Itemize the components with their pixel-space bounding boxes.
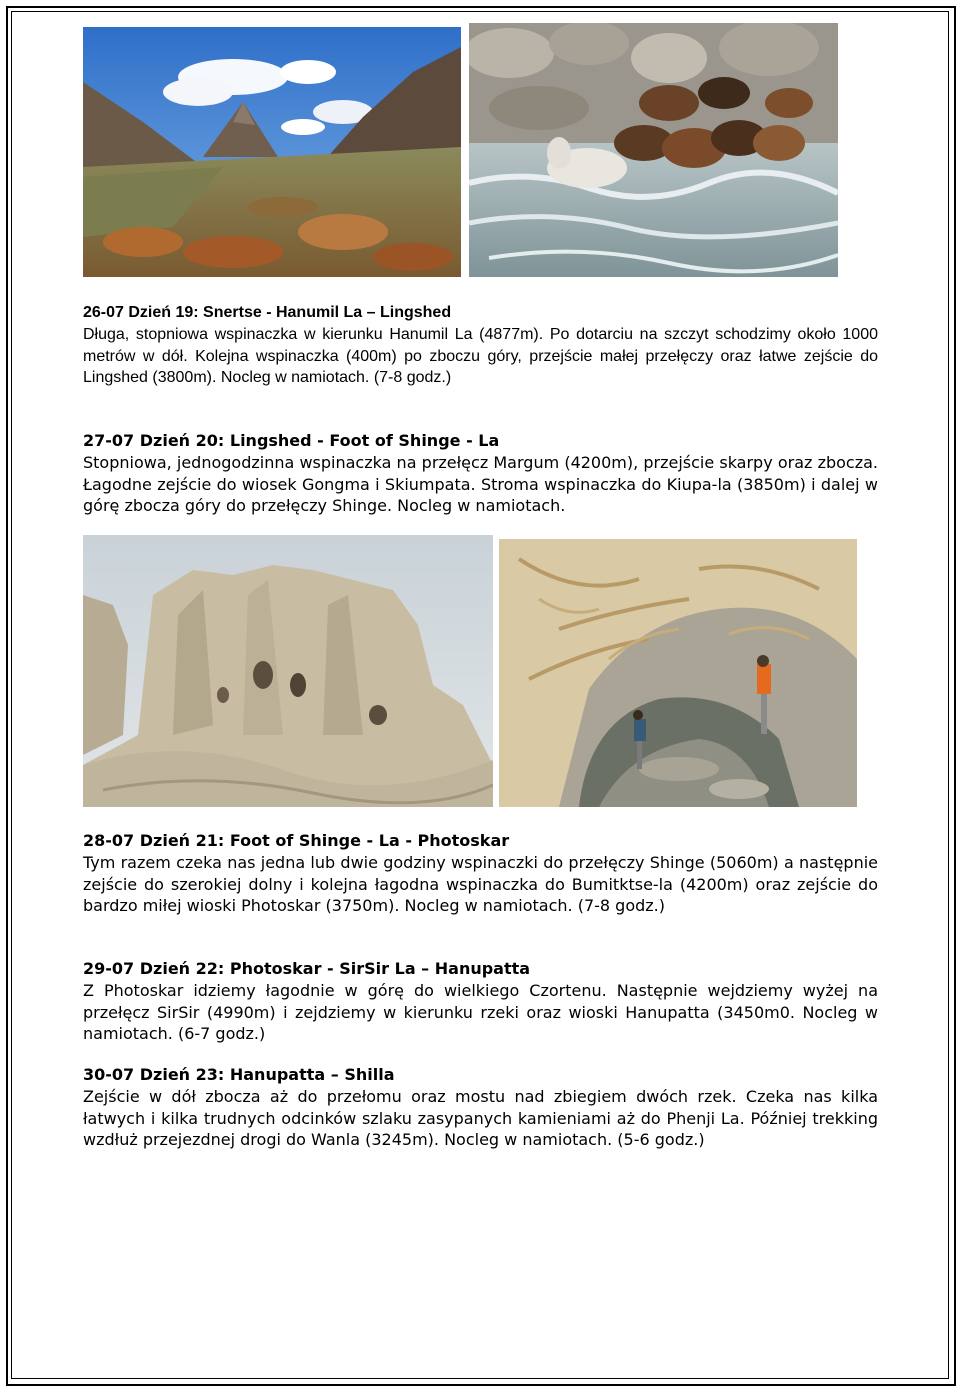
day-heading: 30-07 Dzień 23: Hanupatta – Shilla (83, 1065, 395, 1084)
day-description: Stopniowa, jednogodzinna wspinaczka na przełęcz Margum (4200m), przejście skarpy oraz zbocza. Łagodne zejście do wiosek Gongma i Skiumpata. Stroma wspinaczka do Kiupa-la (3850m) i dalej w górę zbocza góry do przełęczy Shinge. Nocleg w namiotach. (83, 453, 878, 516)
eroded-rock-formation-photo (83, 535, 493, 807)
mountain-valley-photo (83, 27, 461, 277)
day-21-section (83, 830, 878, 917)
horses-crossing-river-photo (469, 23, 838, 277)
day-heading: 28-07 Dzień 21: Foot of Shinge - La - Photoskar (83, 831, 510, 850)
day-20-section (83, 430, 878, 517)
day-23-section (83, 1064, 878, 1151)
day-description: Z Photoskar idziemy łagodnie w górę do wielkiego Czortenu. Następnie wejdziemy wyżej na przełęcz SirSir (4990m) i zejdziemy w kierunku rzeki oraz wioski Hanupatta (3450m0. Nocleg w namiotach. (6-7 godz.) (83, 981, 878, 1044)
day-description: Zejście w dół zbocza aż do przełomu oraz mostu nad zbiegiem dwóch rzek. Czeka nas kilka łatwych i kilka trudnych odcinków szlaku zasypanych kamieniami aż do Phenji La. Później trekking wzdłuż przejezdnej drogi do Wanla (3245m). Nocleg w namiotach. (5-6 godz.) (83, 1087, 878, 1150)
day-22-section (83, 958, 878, 1045)
day-heading: 27-07 Dzień 20: Lingshed - Foot of Shinge - La (83, 431, 500, 450)
ice-cave-trekkers-photo (499, 539, 857, 807)
day-description: Tym razem czeka nas jedna lub dwie godziny wspinaczki do przełęczy Shinge (5060m) a następnie zejście do szerokiej dolny i kolejna łagodna wspinaczka do Bumitktse-la (4200m) oraz zejście do bardzo miłej wioski Photoskar (3750m). Nocleg w namiotach. (7-8 godz.) (83, 853, 878, 916)
day-19-section (83, 302, 878, 389)
day-description: Długa, stopniowa wspinaczka w kierunku Hanumil La (4877m). Po dotarciu na szczyt schodzimy około 1000 metrów w dół. Kolejna wspinaczka (400m) po zboczu góry, przejście małej przełęczy oraz łatwe zejście do Lingshed (3800m). Nocleg w namiotach. (7-8 godz.) (83, 326, 878, 387)
day-heading: 29-07 Dzień 22: Photoskar - SirSir La – Hanupatta (83, 959, 531, 978)
day-heading: 26-07 Dzień 19: Snertse - Hanumil La – Lingshed (83, 304, 452, 321)
